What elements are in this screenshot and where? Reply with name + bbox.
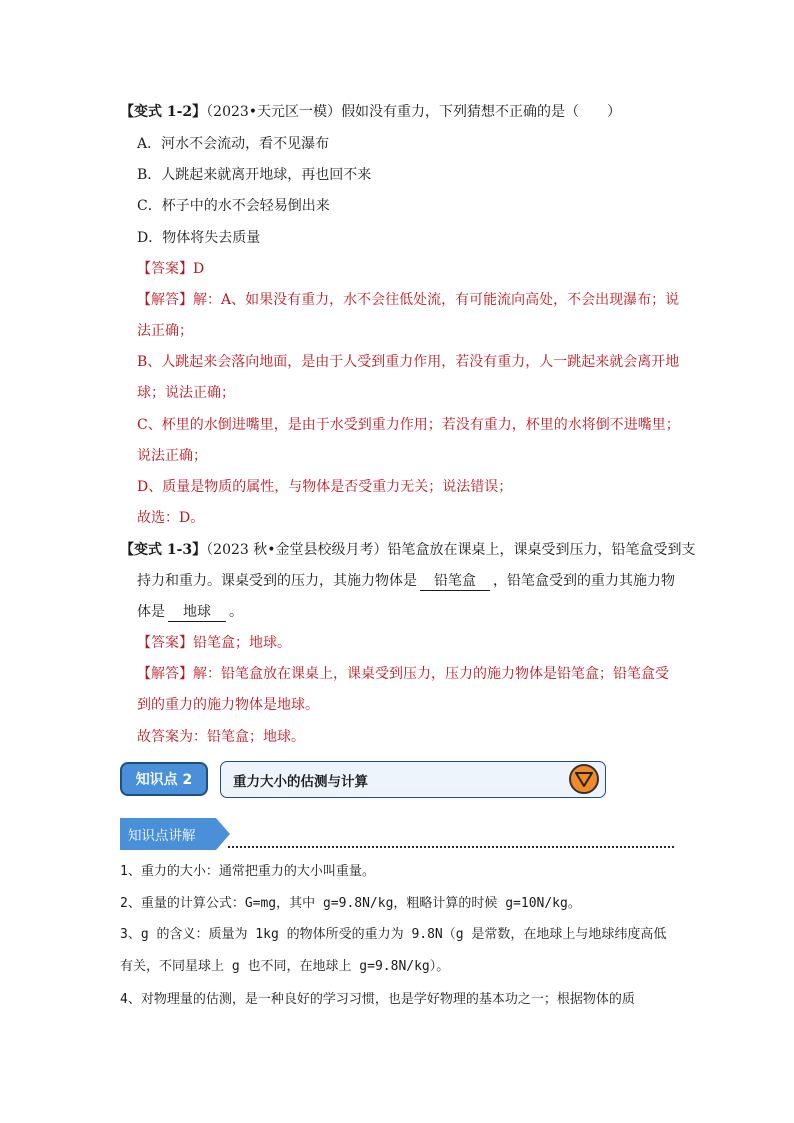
analysis-text: 解：铅笔盒放在课桌上，课桌受到压力，压力的施力物体是铅笔盒；铅笔盒受 — [193, 666, 669, 682]
analysis-line: 球；说法正确； — [137, 385, 235, 401]
explanation-item: 2、重量的计算公式：G=mg，其中 g=9.8N/kg，粗略计算的时候 g=10N/kg。 — [120, 896, 581, 911]
explanation-item: 3、g 的含义：质量为 1kg 的物体所受的重力为 9.8N（g 是常数，在地球上与地球纬度高低 — [120, 927, 667, 942]
question-text: ，铅笔盒受到的重力其施力物 — [493, 573, 675, 589]
knowledge-point-title: 重力大小的估测与计算 — [233, 774, 368, 790]
analysis-line: 到的重力的施力物体是地球。 — [137, 697, 319, 713]
analysis-line: 法正确； — [137, 323, 193, 339]
chevron-down-circle-icon — [569, 764, 599, 794]
answer-line — [137, 259, 204, 279]
question-line — [137, 602, 243, 622]
explanation-item: 1、重力的大小：通常把重力的大小叫重量。 — [120, 864, 375, 879]
question-line — [137, 571, 675, 591]
analysis-line: C、杯里的水倒进嘴里，是由于水受到重力作用；若没有重力，杯里的水将倒不进嘴里； — [137, 417, 680, 433]
analysis-line — [137, 664, 669, 684]
option-c: C．杯子中的水不会轻易倒出来 — [137, 198, 330, 214]
analysis-line — [137, 290, 679, 310]
analysis-label: 【解答】 — [137, 292, 193, 308]
question-text: 体是 — [137, 604, 165, 620]
variant-tag: 【变式 1-3】 — [120, 542, 207, 558]
option-a: A．河水不会流动，看不见瀑布 — [137, 136, 330, 152]
option-b: B．人跳起来就离开地球，再也回不来 — [137, 167, 372, 183]
knowledge-point-label — [120, 762, 208, 796]
answer-label: 【答案】 — [137, 261, 193, 277]
analysis-line: 故选：D。 — [137, 510, 205, 526]
fill-blank: 铅笔盒 — [420, 573, 490, 591]
analysis-line: 说法正确； — [137, 448, 207, 464]
analysis-text: 解：A、如果没有重力，水不会往低处流，有可能流向高处，不会出现瀑布；说 — [193, 292, 680, 308]
explanation-item: 有关，不同星球上 g 也不同，在地球上 g=9.8N/kg）。 — [120, 959, 450, 974]
variant-source: （2023•天元区一模） — [206, 104, 342, 120]
knowledge-point-title-bar — [220, 761, 606, 798]
knowledge-point-label-text: 知识点 2 — [135, 772, 193, 788]
answer-value: 铅笔盒；地球。 — [193, 635, 291, 651]
explanation-banner — [120, 818, 230, 850]
answer-value: D — [193, 261, 205, 277]
analysis-line: D、质量是物质的属性，与物体是否受重力无关；说法错误； — [137, 479, 513, 495]
explanation-item: 4、对物理量的估测，是一种良好的学习习惯，也是学好物理的基本功之一；根据物体的质 — [120, 992, 635, 1007]
variant-1-2-question — [120, 102, 621, 122]
variant-1-3-question — [120, 540, 696, 560]
triangle-down-icon — [574, 771, 594, 788]
answer-label: 【答案】 — [137, 635, 193, 651]
answer-line — [137, 633, 291, 653]
explanation-banner-text: 知识点讲解 — [128, 828, 196, 844]
option-d: D．物体将失去质量 — [137, 230, 261, 246]
analysis-line: B、人跳起来会落向地面，是由于人受到重力作用，若没有重力，人一跳起来就会离开地 — [137, 354, 680, 370]
question-text: 。 — [229, 604, 243, 620]
fill-blank: 地球 — [168, 604, 226, 622]
question-text: 铅笔盒放在课桌上，课桌受到压力，铅笔盒受到支 — [387, 542, 696, 558]
analysis-label: 【解答】 — [137, 666, 193, 682]
variant-source: （2023 秋•金堂县校级月考） — [206, 542, 388, 558]
analysis-final: 故答案为：铅笔盒；地球。 — [137, 729, 305, 745]
question-text: 假如没有重力，下列猜想不正确的是（ ） — [341, 104, 622, 120]
dotted-divider — [228, 846, 674, 848]
question-text: 持力和重力。课桌受到的压力，其施力物体是 — [137, 573, 417, 589]
variant-tag: 【变式 1-2】 — [120, 104, 207, 120]
